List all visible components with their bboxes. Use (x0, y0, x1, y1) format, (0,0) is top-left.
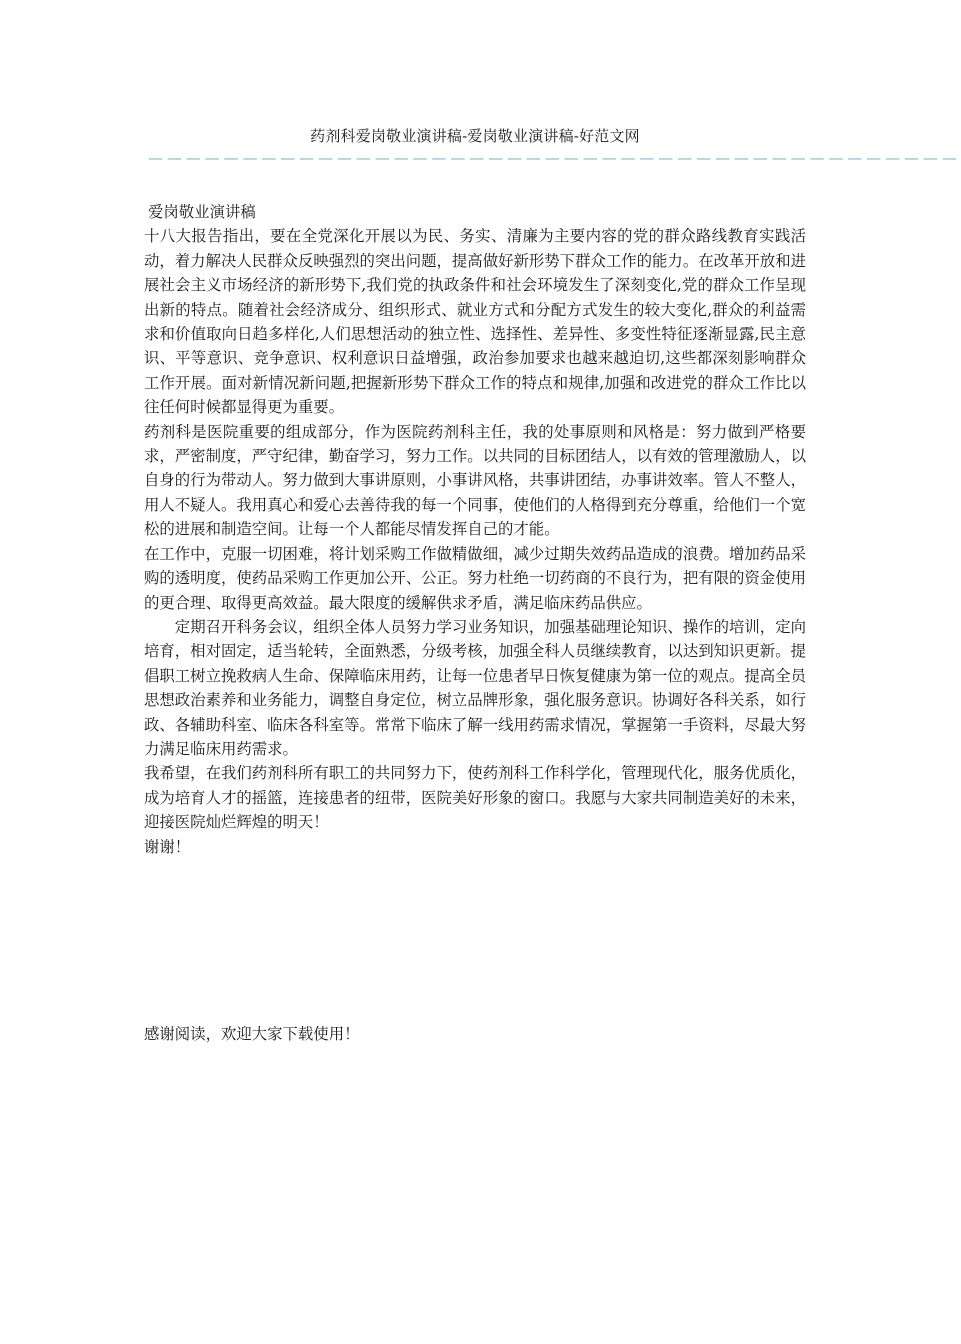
speech-heading: 爱岗敬业演讲稿 (148, 203, 256, 221)
document-body (144, 200, 806, 859)
paragraph-training: 定期召开科务会议，组织全体人员努力学习业务知识，加强基础理论知识、操作的培训，定向培育，相对固定，适当轮转，全面熟悉，分级考核，加强全科人员继续教育，以达到知识更新。提倡职工树立挽救病人生命、保障临床用药，让每一位患者早日恢复健康为第一位的观点。提高全员思想政治素养和业务能力，调整自身定位，树立品牌形象，强化服务意识。协调好各科关系，如行政、各辅助科室、临床各科室等。常常下临床了解一线用药需求情况，掌握第一手资料，尽最大努力满足临床用药需求。 (144, 617, 806, 758)
document-title: 药剂科爱岗敬业演讲稿-爱岗敬业演讲稿-好范文网 (310, 127, 640, 145)
paragraph-hope: 我希望，在我们药剂科所有职工的共同努力下，使药剂科工作科学化，管理现代化，服务优质化，成为培育人才的摇篮，连接患者的纽带，医院美好形象的窗口。我愿与大家共同制造美好的未来，迎接医院灿烂辉煌的明天！ (144, 764, 806, 832)
closing-note: 感谢阅读，欢迎大家下载使用！ (144, 1025, 360, 1043)
title-divider: ——————————————————————————————————————————— (148, 149, 961, 167)
paragraph-principles: 药剂科是医院重要的组成部分，作为医院药剂科主任，我的处事原则和风格是：努力做到严格要求，严密制度，严守纪律，勤奋学习，努力工作。以共同的目标团结人，以有效的管理激励人，以自身的行为带动人。努力做到大事讲原则，小事讲风格，共事讲团结，办事讲效率。管人不整人，用人不疑人。我用真心和爱心去善待我的每一个同事，使他们的人格得到充分尊重，给他们一个宽松的进展和制造空间。让每一个人都能尽情发挥自己的才能。 (144, 422, 806, 539)
paragraph-procurement: 在工作中，克服一切困难，将计划采购工作做精做细，减少过期失效药品造成的浪费。增加药品采购的透明度，使药品采购工作更加公开、公正。努力杜绝一切药商的不良行为，把有限的资金使用的更合理、取得更高效益。最大限度的缓解供求矛盾，满足临床药品供应。 (144, 544, 806, 612)
paragraph-intro: 十八大报告指出，要在全党深化开展以为民、务实、清廉为主要内容的党的群众路线教育实践活动，着力解决人民群众反映强烈的突出问题，提高做好新形势下群众工作的能力。在改革开放和进展社会主义市场经济的新形势下,我们党的执政条件和社会环境发生了深刻变化,党的群众工作呈现出新的特点。随着社会经济成分、组织形式、就业方式和分配方式发生的较大变化,群众的利益需求和价值取向日趋多样化,人们思想活动的独立性、选择性、差异性、多变性特征逐渐显露,民主意识、平等意识、竞争意识、权利意识日益增强，政治参加要求也越来越迫切,这些都深刻影响群众工作开展。面对新情况新问题,把握新形势下群众工作的特点和规律,加强和改进党的群众工作比以往任何时候都显得更为重要。 (144, 227, 806, 417)
paragraph-thanks: 谢谢！ (144, 837, 191, 856)
